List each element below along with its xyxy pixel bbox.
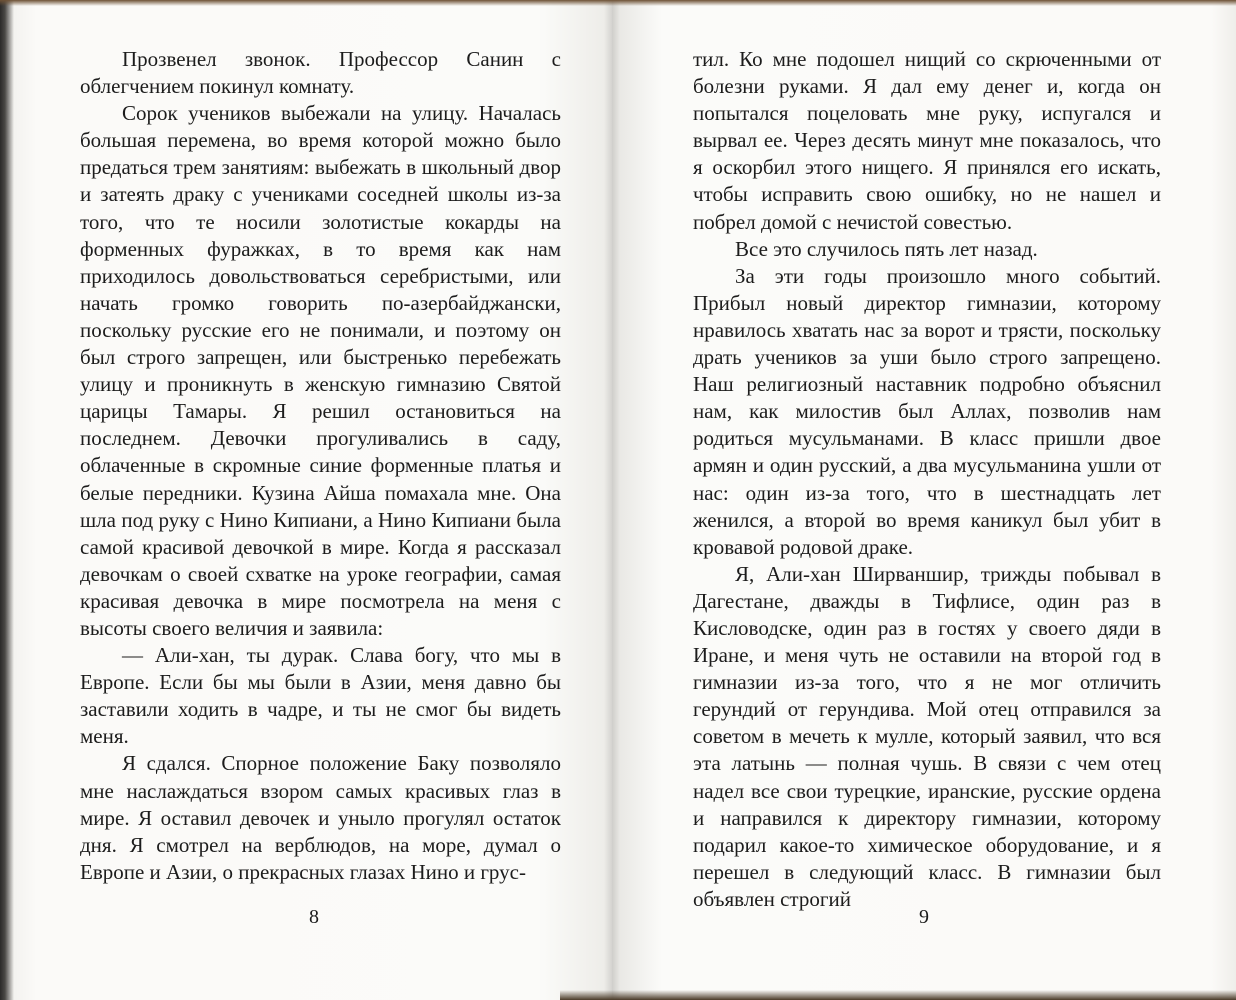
left-paragraph-4: Я сдался. Спорное положение Баку позволяло мне наслаждаться взором самых красивых глаз в мире. Я оставил девочек и уныло прогулял остаток дня. Я смотрел на верблюдов, на море, думал о Европе и Азии, о прекрасных глазах Нино и грус- (80, 751, 561, 884)
book-edge-left (0, 0, 14, 1000)
right-paragraph-2: Все это случилось пять лет назад. (735, 236, 1038, 261)
left-paragraph-3: — Али-хан, ты дурак. Слава богу, что мы в Европе. Если бы мы были в Азии, меня давно бы заставили ходить в чадре, и ты не смог бы видеть меня. (80, 643, 561, 749)
book-edge-top (0, 0, 1236, 6)
right-paragraph-3: За эти годы произошло много событий. Прибыл новый директор гимназии, которому нравилось хватать нас за ворот и трясти, поскольку драть учеников за уши было строго запрещено. Наш религиозный наставник подробно объяснил нам, как милостив был Аллах, позволив нам родиться мусульманами. В класс пришли двое армян и один русский, а два мусульманина ушли от нас: один из-за того, что в шестнадцать лет женился, а второй во время каникул был убит в кровавой родовой драке. (693, 263, 1161, 559)
book-edge-bottom (560, 990, 1236, 1000)
book-gutter (604, 0, 620, 1000)
left-paragraph-1: Прозвенел звонок. Профессор Санин с облегчением покинул комнату. (80, 47, 561, 99)
right-page-text (693, 46, 1161, 913)
left-paragraph-2: Сорок учеников выбежали на улицу. Началась большая перемена, во время которой можно было предаться трем занятиям: выбежать в школьный двор и затеять драку с учениками соседней школы из-за того, что те носили золотистые кокарды на форменных фуражках, в то время как нам приходилось довольствоваться серебристыми, или начать громко говорить по-азербайджански, поскольку русские его не понимали, и поэтому он был строго запрещен, или быстренько перебежать улицу и проникнуть в женскую гимназию Святой царицы Тамары. Я решил остановиться на последнем. Девочки прогуливались в саду, облаченные в скромные синие форменные платья и белые передники. Кузина Айша помахала мне. Она шла под руку с Нино Кипиани, а Нино Кипиани была самой красивой девочкой в мире. Когда я рассказал девочкам о своей схватке на уроке географии, самая красивая девочка в мире посмотрела на меня с высоты своего величия и заявила: (80, 101, 561, 640)
right-paragraph-1: тил. Ко мне подошел нищий со скрюченными от болезни руками. Я дал ему денег и, когда он попытался поцеловать мне руку, испугался и вырвал ее. Через десять минут мне показалось, что я оскорбил этого нищего. Я принялся его искать, чтобы исправить свою ошибку, но не нашел и побрел домой с нечистой совестью. (693, 47, 1161, 234)
page-number-left: 8 (309, 906, 319, 928)
left-page-text (80, 46, 561, 886)
right-paragraph-4: Я, Али-хан Ширваншир, трижды побывал в Дагестане, дважды в Тифлисе, один раз в Кисловодске, один раз в гостях у своего дяди в Иране, и меня чуть не оставили на второй год в гимназии из-за того, что я не мог отличить герундий от герундива. Мой отец отправился за советом в мечеть к мулле, который заявил, что вся эта латынь — полная чушь. В связи с чем отец надел все свои турецкие, иранские, русские ордена и направился к директору гимназии, которому подарил какое-то химическое оборудование, и я перешел в следующий класс. В гимназии был объявлен строгий (693, 561, 1161, 911)
page-number-right: 9 (919, 906, 929, 928)
left-page (0, 0, 612, 1000)
